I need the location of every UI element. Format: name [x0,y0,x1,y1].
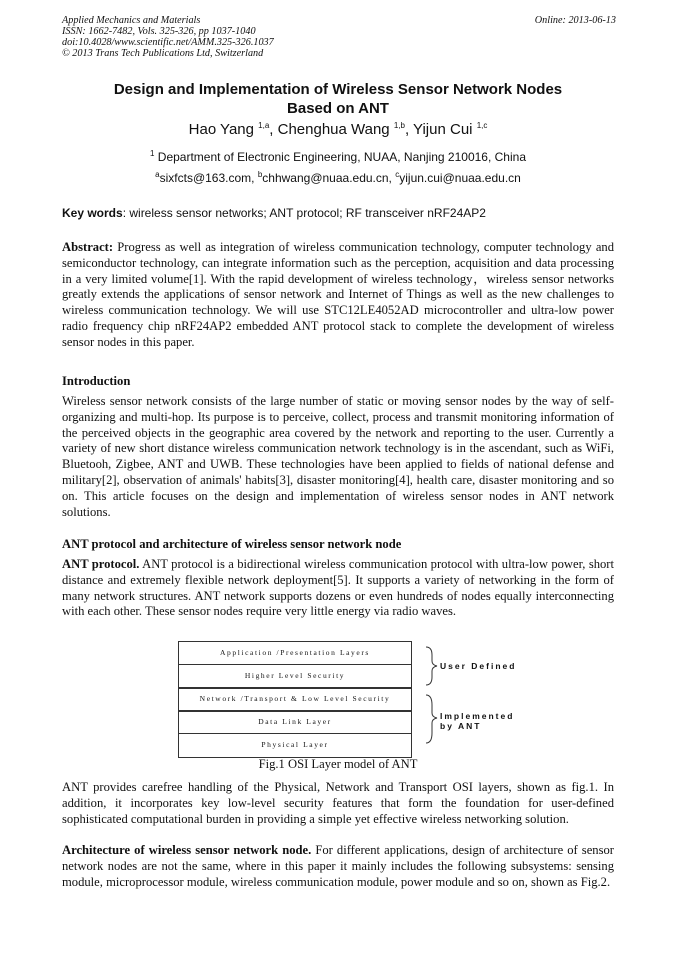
intro-heading: Introduction [62,374,131,388]
intro-text: Wireless sensor network consists of the large number of static or moving sensor nodes by the way of self-organizing and multi-hop. Its purpose is to perceive, collect, process and transmit monitoring information of the perceived objects in the geographic area covered by the network and reporting to the user. Currently a variety of new short distance wireless communication network technology is in the ascendant, such as WiFi, Bluetooh, Zigbee, ANT and UWB. These technologies have been applied to fields of national defense and military[2], observation of animals' habits[3], disaster monitoring[4], health care, disaster monitoring and so on. This article focuses on the design and implementation of wireless sensor nodes in ANT network solutions. [62,394,614,519]
brace-graphic [424,645,438,745]
layer-application: Application /Presentation Layers [220,648,370,657]
user-defined-label: User Defined [440,661,517,671]
email-a-sup: a [155,170,160,179]
online-date: Online: 2013-06-13 [534,15,616,26]
architecture-label: Architecture of wireless sensor network node. [62,843,312,857]
email-list [62,170,614,185]
issn-line: ISSN: 1662-7482, Vols. 325-326, pp 1037-1040 [62,26,256,37]
doi-link[interactable]: doi:10.4028/www.scientific.net/AMM.325-326.1037 [62,37,274,48]
implemented-label [440,711,514,731]
abstract-label: Abstract: [62,240,114,254]
ant-section-heading: ANT protocol and architecture of wireless sensor network node [62,537,402,551]
ant-protocol-label: ANT protocol. [62,557,140,571]
implemented-brace [426,695,437,743]
title-line-1: Design and Implementation of Wireless Sensor Network Nodes [113,81,563,98]
layer-divider [179,664,411,665]
author-3: Yijun Cui [413,121,473,138]
user-defined-brace [426,647,437,685]
keywords-label: Key words [62,206,123,220]
email-b-sup: b [257,170,263,179]
figure-caption: Fig.1 OSI Layer model of ANT [258,757,418,771]
abstract [62,240,614,351]
ant-protocol-paragraph [62,557,614,620]
layer-divider [179,687,411,689]
author-2-sup: 1,b [393,121,405,130]
author-2: Chenghua Wang [277,121,390,138]
author-list: Hao Yang $^{1,a}$, Chenghua Wang $^{1,b}$, Yijun Cui $^{1,c}$ [188,121,488,138]
after-figure-text: ANT provides carefree handling of the Physical, Network and Transport OSI layers, shown as fig.1. In addition, it incorporates key low-level security features that form the foundation for user-defined sophisticated computational burden in providing a simple yet effective wireless networking solution. [62,780,614,826]
layer-network-transport: Network /Transport & Low Level Security [199,694,391,703]
affiliation [62,149,614,164]
email-a[interactable]: sixfcts@163.com, [159,171,255,185]
layer-divider [179,733,411,734]
ant-protocol-text: ANT protocol is a bidirectional wireless communication protocol with ultra-low power, short distance and extremely flexible network deployment[5]. It supports a variety of networking in the form of many network structures. ANT network supports dozens or even hundreds of nodes equally interconnecting with each other. These sensor nodes require very little energy via radio waves. [62,557,615,619]
title-line-2: Based on ANT [287,100,389,117]
journal-header [62,15,274,59]
osi-layer-figure [178,641,412,758]
layer-physical: Physical Layer [261,740,329,749]
architecture-text: For different applications, design of architecture of sensor network nodes are not the same, where in this paper it mainly includes the following subsystems: sensing module, microprocessor module, wireless communication module, power module and so on, shown as Fig.2. [62,843,614,889]
affiliation-sup: 1 [149,149,155,158]
layer-higher-security: Higher Level Security [244,671,346,680]
journal-name: Applied Mechanics and Materials [62,15,201,26]
copyright-line: © 2013 Trans Tech Publications Ltd, Switzerland [62,48,264,59]
abstract-text: Progress as well as integration of wireless communication technology, computer technology and semiconductor technology, can integrate information such as the perception, acquisition and data processing in a very limited volume[1]. With the rapid development of wireless technology，wireless sensor networks greatly extends the applications of sensor network and Internet of Things as well as the new challenges to wireless communication technology. We will use STC12LE4052AD microcontroller and ultra-low power radio frequency chip nRF24AP2 embedded ANT protocol stack to complete the development of wireless sensor nodes in this paper. [62,240,614,349]
architecture-paragraph [62,843,614,890]
affiliation-text: Department of Electronic Engineering, NUAA, Nanjing 210016, China [157,150,526,164]
keywords-text: : wireless sensor networks; ANT protocol; RF transceiver nRF24AP2 [122,206,486,220]
author-1-sup: 1,a [258,121,270,130]
keywords [62,206,486,220]
layer-data-link: Data Link Layer [258,717,332,726]
paper-title [62,80,614,118]
implemented-line-2: by ANT [440,721,482,731]
author-3-sup: 1,c [476,121,488,130]
email-c-sup: c [395,170,400,179]
email-b[interactable]: chhwang@nuaa.edu.cn, [262,171,392,185]
implemented-line-1: Implemented [440,711,515,721]
author-1: Hao Yang [188,121,254,138]
layer-divider [179,710,411,712]
email-c[interactable]: yijun.cui@nuaa.edu.cn [399,171,521,185]
